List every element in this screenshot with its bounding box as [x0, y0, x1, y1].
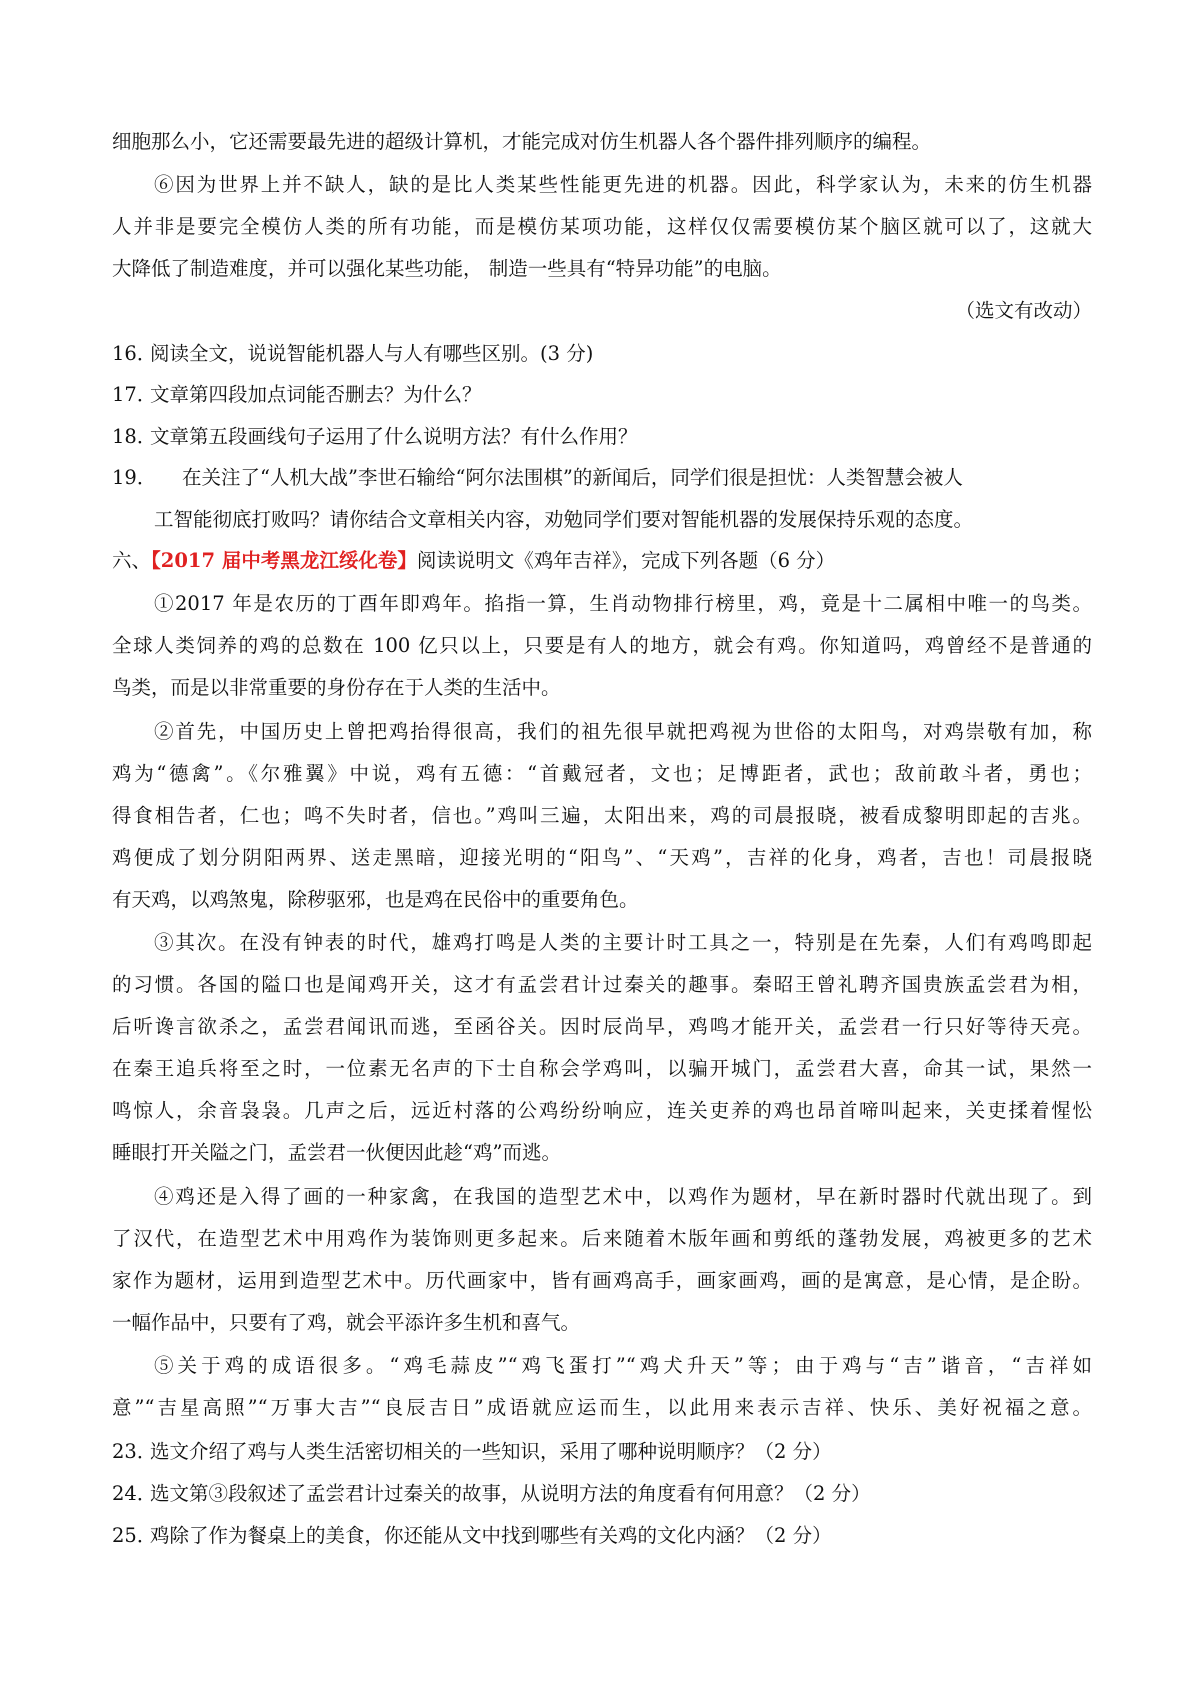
question-text: 鸡除了作为餐桌上的美食，你还能从文中找到哪些有关鸡的文化内涵？（2 分）: [150, 1524, 832, 1547]
passage-b-paragraph-1-line-2: 全球人类饲养的鸡的总数在 100 亿只以上，只要是有人的地方，就会有鸡。你知道吗，鸡曾经不是普通的: [112, 634, 1092, 657]
passage-b-paragraph-3-line-5: 鸣惊人，余音袅袅。几声之后，远近村落的公鸡纷纷响应，连关吏养的鸡也昂首啼叫起来，关吏揉着惺忪: [112, 1099, 1092, 1122]
section-6-header: [112, 547, 1092, 575]
passage-b-paragraph-3-line-3: 后听谗言欲杀之，孟尝君闻讯而逃，至函谷关。因时辰尚早，鸡鸣才能开关，孟尝君一行只好等待天亮。: [112, 1015, 1092, 1038]
question-24: [112, 1480, 1092, 1508]
passage-b-paragraph-5-line-2: 意”“吉星高照”“万事大吉”“良辰吉日”成语就应运而生，以此用来表示吉祥、快乐、美好祝福之意。: [112, 1396, 1092, 1419]
passage-a-paragraph-6-line-2: 人并非是要完全模仿人类的所有功能，而是模仿某项功能，这样仅仅需要模仿某个脑区就可以了，这就大: [112, 215, 1092, 238]
question-number: 24．: [112, 1482, 157, 1505]
passage-b-paragraph-2-line-1: ②首先，中国历史上曾把鸡抬得很高，我们的祖先很早就把鸡视为世俗的太阳鸟，对鸡崇敬有加，称: [154, 720, 1092, 743]
question-number: 17．: [112, 383, 157, 406]
question-19-line-2: 工智能彻底打败吗？请你结合文章相关内容，劝勉同学们要对智能机器的发展保持乐观的态度。: [154, 508, 974, 531]
question-number: 16．: [112, 342, 157, 365]
passage-b-paragraph-4-line-3: 家作为题材，运用到造型艺术中。历代画家中，皆有画鸡高手，画家画鸡，画的是寓意，是心情，是企盼。: [112, 1269, 1092, 1292]
passage-b-paragraph-2-line-2: 鸡为“德禽”。《尔雅翼》中说，鸡有五德：“首戴冠者，文也；足博距者，武也；敌前敢斗者，勇也；: [112, 762, 1092, 785]
passage-b-paragraph-4-line-4: 一幅作品中，只要有了鸡，就会平添许多生机和喜气。: [112, 1311, 581, 1334]
source-note: （选文有改动）: [955, 299, 1092, 322]
question-number: 23．: [112, 1440, 157, 1463]
passage-b-paragraph-5-line-1: ⑤关于鸡的成语很多。“鸡毛蒜皮”“鸡飞蛋打”“鸡犬升天”等；由于鸡与“吉”谐音，“吉祥如: [154, 1354, 1092, 1377]
passage-a-paragraph-6-line-1: ⑥因为世界上并不缺人，缺的是比人类某些性能更先进的机器。因此，科学家认为，未来的仿生机器: [154, 173, 1092, 196]
passage-b-paragraph-2-line-5: 有天鸡，以鸡煞鬼，除秽驱邪，也是鸡在民俗中的重要角色。: [112, 888, 639, 911]
passage-b-paragraph-3-line-6: 睡眼打开关隘之门，孟尝君一伙便因此趁“鸡”而逃。: [112, 1141, 561, 1164]
passage-b-paragraph-4-line-2: 了汉代，在造型艺术中用鸡作为装饰则更多起来。后来随着木版年画和剪纸的蓬勃发展，鸡被更多的艺术: [112, 1227, 1092, 1250]
passage-b-paragraph-2-line-3: 得食相告者，仁也；鸣不失时者，信也。”鸡叫三遍，太阳出来，鸡的司晨报晓，被看成黎明即起的吉兆。: [112, 804, 1092, 827]
question-17: [112, 381, 1092, 409]
passage-b-paragraph-1-line-1: ①2017 年是农历的丁酉年即鸡年。掐指一算，生肖动物排行榜里，鸡，竟是十二属相中唯一的鸟类。: [154, 592, 1092, 615]
question-number: 19．: [112, 466, 157, 489]
question-16: [112, 340, 1092, 368]
passage-a-paragraph-6-line-3: 大降低了制造难度，并可以强化某些功能， 制造一些具有“特异功能”的电脑。: [112, 257, 782, 280]
question-23: [112, 1438, 1092, 1466]
passage-a-paragraph-5-tail: 细胞那么小，它还需要最先进的超级计算机，才能完成对仿生机器人各个器件排列顺序的编程。: [112, 130, 932, 153]
passage-b-paragraph-4-line-1: ④鸡还是入得了画的一种家禽，在我国的造型艺术中，以鸡作为题材，早在新时器时代就出现了。到: [154, 1185, 1092, 1208]
section-number: 六、: [112, 549, 152, 572]
section-title: 阅读说明文《鸡年吉祥》，完成下列各题（6 分）: [416, 549, 836, 572]
question-number: 25．: [112, 1524, 157, 1547]
question-text: 选文介绍了鸡与人类生活密切相关的一些知识，采用了哪种说明顺序？（2 分）: [150, 1440, 832, 1463]
question-text: 文章第四段加点词能否删去？为什么？: [150, 383, 482, 406]
passage-b-paragraph-3-line-1: ③其次。在没有钟表的时代，雄鸡打鸣是人类的主要计时工具之一，特别是在先秦，人们有鸡鸣即起: [154, 931, 1092, 954]
question-18: [112, 423, 1092, 451]
passage-b-paragraph-2-line-4: 鸡便成了划分阴阳两界、送走黑暗，迎接光明的“阳鸟”、“天鸡”，吉祥的化身，鸡者，吉也！司晨报晓: [112, 846, 1092, 869]
exam-source: 【2017 届中考黑龙江绥化卷】: [151, 549, 417, 572]
question-text: 选文第③段叙述了孟尝君计过秦关的故事，从说明方法的角度看有何用意？（2 分）: [150, 1482, 871, 1505]
question-25: [112, 1522, 1092, 1550]
question-text: 文章第五段画线句子运用了什么说明方法？有什么作用？: [150, 425, 638, 448]
passage-b-paragraph-3-line-4: 在秦王追兵将至之时，一位素无名声的下士自称会学鸡叫，以骗开城门，孟尝君大喜，命其一试，果然一: [112, 1057, 1092, 1080]
question-text: 阅读全文，说说智能机器人与人有哪些区别。(3 分): [150, 342, 594, 365]
question-number: 18．: [112, 425, 157, 448]
passage-b-paragraph-1-line-3: 鸟类，而是以非常重要的身份存在于人类的生活中。: [112, 676, 561, 699]
passage-b-paragraph-3-line-2: 的习惯。各国的隘口也是闻鸡开关，这才有孟尝君计过秦关的趣事。秦昭王曾礼聘齐国贵族孟尝君为相，: [112, 973, 1092, 996]
question-text-line-1: 在关注了“人机大战”李世石输给“阿尔法围棋”的新闻后，同学们很是担忧：人类智慧会被人: [182, 466, 963, 489]
question-19: [112, 464, 1092, 492]
